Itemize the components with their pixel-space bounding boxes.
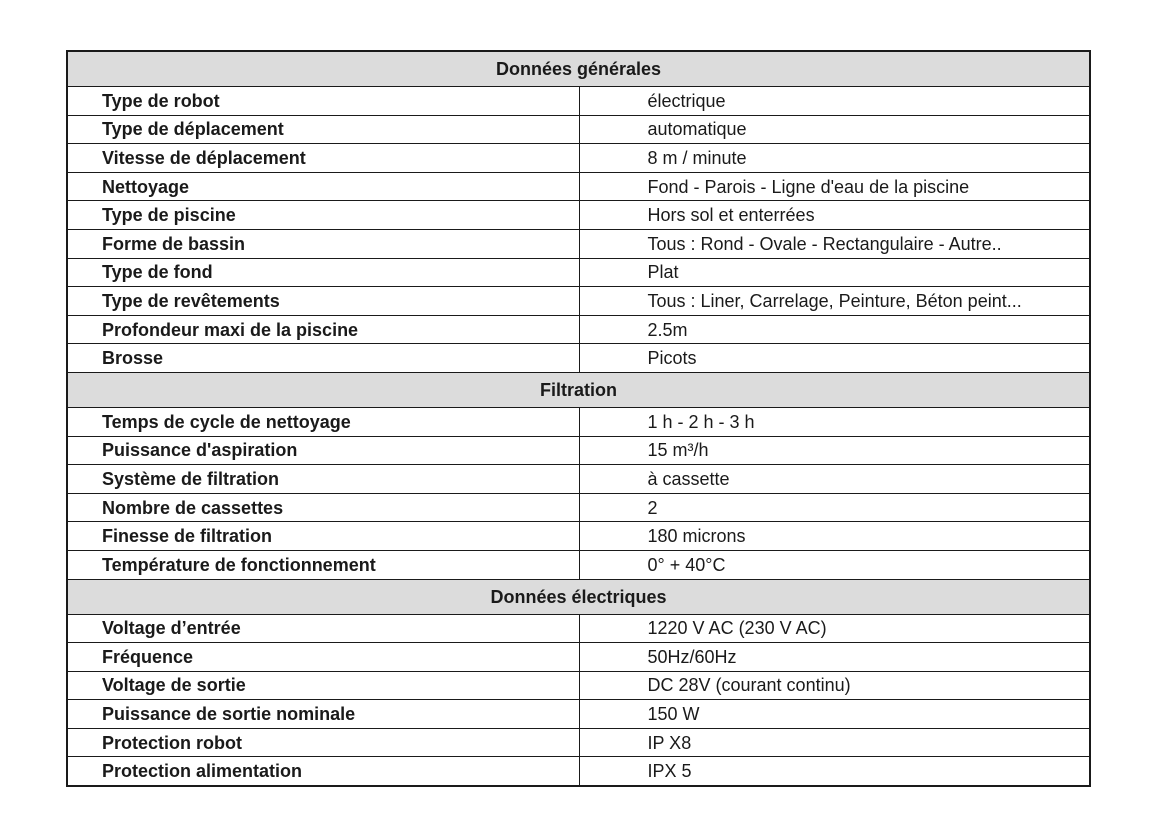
section-header-row — [67, 51, 1090, 87]
spec-label: Forme de bassin — [67, 229, 579, 258]
spec-value: à cassette — [579, 465, 1090, 494]
spec-value: 180 microns — [579, 522, 1090, 551]
spec-row — [67, 465, 1090, 494]
spec-value: 1220 V AC (230 V AC) — [579, 614, 1090, 643]
spec-label: Puissance de sortie nominale — [67, 700, 579, 729]
spec-label: Profondeur maxi de la piscine — [67, 315, 579, 344]
spec-value: électrique — [579, 87, 1090, 116]
spec-row — [67, 229, 1090, 258]
spec-value: 15 m³/h — [579, 436, 1090, 465]
section-header-row — [67, 579, 1090, 614]
spec-row — [67, 258, 1090, 287]
section-header-row — [67, 372, 1090, 407]
spec-value: Plat — [579, 258, 1090, 287]
spec-value: Fond - Parois - Ligne d'eau de la piscine — [579, 172, 1090, 201]
spec-value: 2.5m — [579, 315, 1090, 344]
spec-row — [67, 757, 1090, 786]
spec-label: Système de filtration — [67, 465, 579, 494]
spec-value: 8 m / minute — [579, 144, 1090, 173]
spec-label: Fréquence — [67, 643, 579, 672]
spec-row — [67, 436, 1090, 465]
section-title: Filtration — [67, 372, 1090, 407]
spec-value: automatique — [579, 115, 1090, 144]
spec-label: Voltage de sortie — [67, 671, 579, 700]
spec-value: 150 W — [579, 700, 1090, 729]
spec-row — [67, 407, 1090, 436]
spec-value: Tous : Rond - Ovale - Rectangulaire - Autre.. — [579, 229, 1090, 258]
section-title: Données électriques — [67, 579, 1090, 614]
spec-label: Protection robot — [67, 728, 579, 757]
spec-row — [67, 144, 1090, 173]
spec-value: Tous : Liner, Carrelage, Peinture, Béton peint... — [579, 287, 1090, 316]
spec-label: Finesse de filtration — [67, 522, 579, 551]
spec-row — [67, 700, 1090, 729]
spec-row — [67, 287, 1090, 316]
spec-label: Brosse — [67, 344, 579, 373]
spec-label: Temps de cycle de nettoyage — [67, 407, 579, 436]
spec-label: Protection alimentation — [67, 757, 579, 786]
spec-row — [67, 115, 1090, 144]
spec-label: Type de revêtements — [67, 287, 579, 316]
spec-table — [66, 50, 1091, 787]
spec-row — [67, 493, 1090, 522]
spec-value: IP X8 — [579, 728, 1090, 757]
spec-label: Nombre de cassettes — [67, 493, 579, 522]
spec-label: Température de fonctionnement — [67, 550, 579, 579]
spec-value: DC 28V (courant continu) — [579, 671, 1090, 700]
spec-row — [67, 614, 1090, 643]
spec-row — [67, 172, 1090, 201]
spec-row — [67, 671, 1090, 700]
spec-label: Type de robot — [67, 87, 579, 116]
spec-label: Type de piscine — [67, 201, 579, 230]
spec-value: 1 h - 2 h - 3 h — [579, 407, 1090, 436]
spec-value: 50Hz/60Hz — [579, 643, 1090, 672]
spec-row — [67, 522, 1090, 551]
spec-row — [67, 728, 1090, 757]
spec-value: Hors sol et enterrées — [579, 201, 1090, 230]
spec-row — [67, 201, 1090, 230]
spec-table-body — [67, 51, 1090, 786]
spec-label: Puissance d'aspiration — [67, 436, 579, 465]
spec-value: 2 — [579, 493, 1090, 522]
section-title: Données générales — [67, 51, 1090, 87]
spec-label: Type de déplacement — [67, 115, 579, 144]
spec-row — [67, 87, 1090, 116]
spec-row — [67, 315, 1090, 344]
spec-label: Type de fond — [67, 258, 579, 287]
spec-value: Picots — [579, 344, 1090, 373]
spec-label: Vitesse de déplacement — [67, 144, 579, 173]
spec-row — [67, 643, 1090, 672]
spec-row — [67, 550, 1090, 579]
spec-value: IPX 5 — [579, 757, 1090, 786]
spec-value: 0° + 40°C — [579, 550, 1090, 579]
spec-label: Voltage d’entrée — [67, 614, 579, 643]
spec-label: Nettoyage — [67, 172, 579, 201]
spec-row — [67, 344, 1090, 373]
